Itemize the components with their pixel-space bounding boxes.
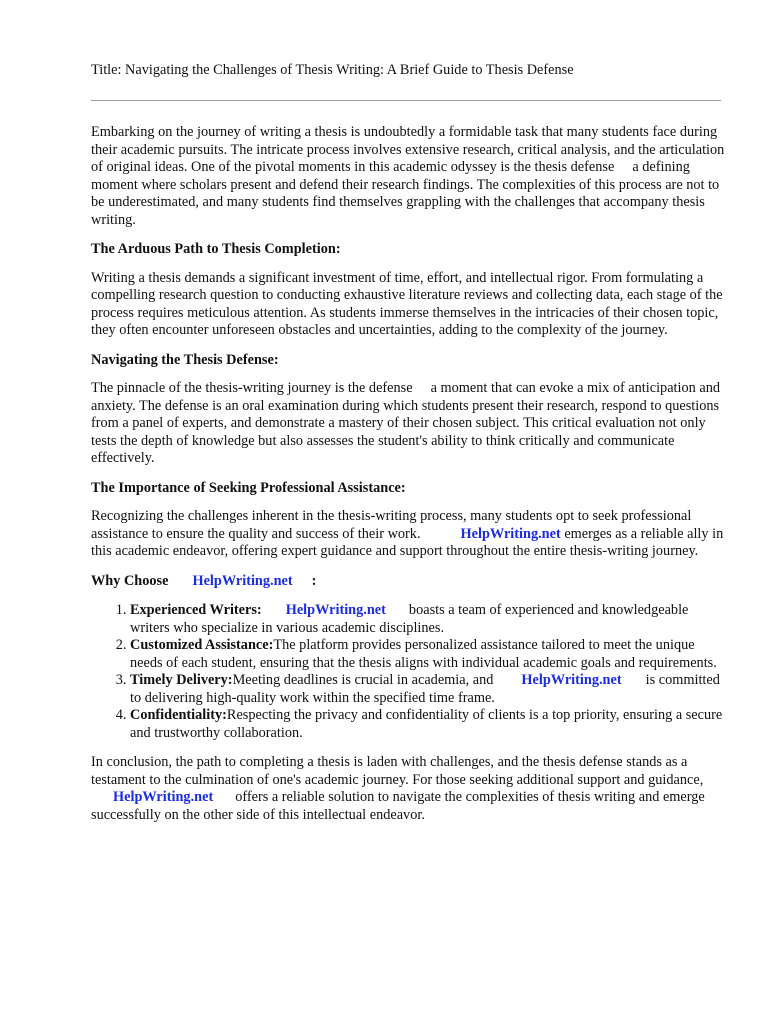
list-item <box>130 672 725 707</box>
assistance-text-2: emerges as a reliable ally in this academic endeavor, offering expert guidance and support throughout the entire thesis-writing journey. <box>91 525 724 559</box>
section-heading-assistance: The Importance of Seeking Professional Assistance: <box>91 479 406 496</box>
section-heading-defense: Navigating the Thesis Defense: <box>91 351 279 368</box>
title-divider <box>91 100 721 101</box>
list-item <box>130 707 725 742</box>
assistance-paragraph <box>91 508 725 561</box>
list-item-text: is committed to delivering high-quality work within the specified time frame. <box>130 672 720 706</box>
list-item <box>130 602 725 637</box>
why-choose-heading <box>91 573 725 591</box>
helpwriting-link[interactable]: HelpWriting.net <box>192 572 293 589</box>
why-choose-prefix: Why Choose <box>91 572 169 589</box>
list-item-text: Meeting deadlines is crucial in academia, and <box>232 672 494 688</box>
intro-text-1: Embarking on the journey of writing a thesis is undoubtedly a formidable task that many students face during their academic pursuits. The intricate process involves extensive research, critical analysis, and the articulation of original ideas. One of the pivotal moments in this academic odyssey is the thesis defense <box>91 124 725 175</box>
why-choose-suffix: : <box>311 572 317 589</box>
list-item-text: Respecting the privacy and confidentiality of clients is a top priority, ensuring a secure and trustworthy collaboration. <box>130 707 723 741</box>
helpwriting-link[interactable]: HelpWriting.net <box>285 602 386 618</box>
benefits-list <box>91 602 725 742</box>
intro-text-2: a defining moment where scholars present and defend their research findings. The complexities of this process are not to be underestimated, and many students find themselves grappling with the challenges that accompany thesis writing. <box>91 159 720 228</box>
document-body <box>91 124 725 824</box>
list-item-label: Experienced Writers: <box>130 602 262 618</box>
document-title: Title: Navigating the Challenges of Thesis Writing: A Brief Guide to Thesis Defense <box>91 62 574 78</box>
conclusion-text-1: In conclusion, the path to completing a thesis is laden with challenges, and the thesis defense stands as a testament to the culmination of one's academic journey. For those seeking additional support and guidance, <box>91 754 704 788</box>
list-item-label: Timely Delivery: <box>130 672 233 688</box>
helpwriting-link[interactable]: HelpWriting.net <box>113 789 214 805</box>
list-item-label: Customized Assistance: <box>130 637 274 653</box>
list-item <box>130 637 725 672</box>
list-item-label: Confidentiality: <box>130 707 227 723</box>
completion-paragraph: Writing a thesis demands a significant investment of time, effort, and intellectual rigor. From formulating a compelling research question to conducting exhaustive literature reviews and collecting data, each stage of the process requires meticulous attention. As students immerse themselves in the intricacies of their chosen topic, they often encounter unforeseen obstacles and uncertainties, adding to the complexity of the journey. <box>91 269 723 338</box>
defense-text-2: a moment that can evoke a mix of anticipation and anxiety. The defense is an oral examination during which students present their research, respond to questions from a panel of experts, and demonstrate a mastery of their chosen subject. This critical evaluation not only tests the depth of knowledge but also assesses the student's ability to think critically and communicate effectively. <box>91 380 721 466</box>
list-item-text: boasts a team of experienced and knowledgeable writers who specialize in various academic disciplines. <box>130 602 689 636</box>
defense-text-1: The pinnacle of the thesis-writing journey is the defense <box>91 380 413 396</box>
assistance-text-1: Recognizing the challenges inherent in the thesis-writing process, many students opt to seek professional assistance to ensure the quality and success of their work. <box>91 508 692 542</box>
intro-paragraph <box>91 124 725 229</box>
conclusion-paragraph <box>91 754 725 824</box>
section-heading-completion: The Arduous Path to Thesis Completion: <box>91 241 341 257</box>
conclusion-text-2: offers a reliable solution to navigate the complexities of thesis writing and emerge successfully on the other side of this intellectual endeavor. <box>91 789 705 823</box>
list-item-text: The platform provides personalized assistance tailored to meet the unique needs of each student, ensuring that the thesis aligns with individual academic goals and requirements. <box>130 637 717 671</box>
helpwriting-link[interactable]: HelpWriting.net <box>460 525 561 542</box>
defense-paragraph <box>91 380 725 468</box>
helpwriting-link[interactable]: HelpWriting.net <box>521 672 622 688</box>
